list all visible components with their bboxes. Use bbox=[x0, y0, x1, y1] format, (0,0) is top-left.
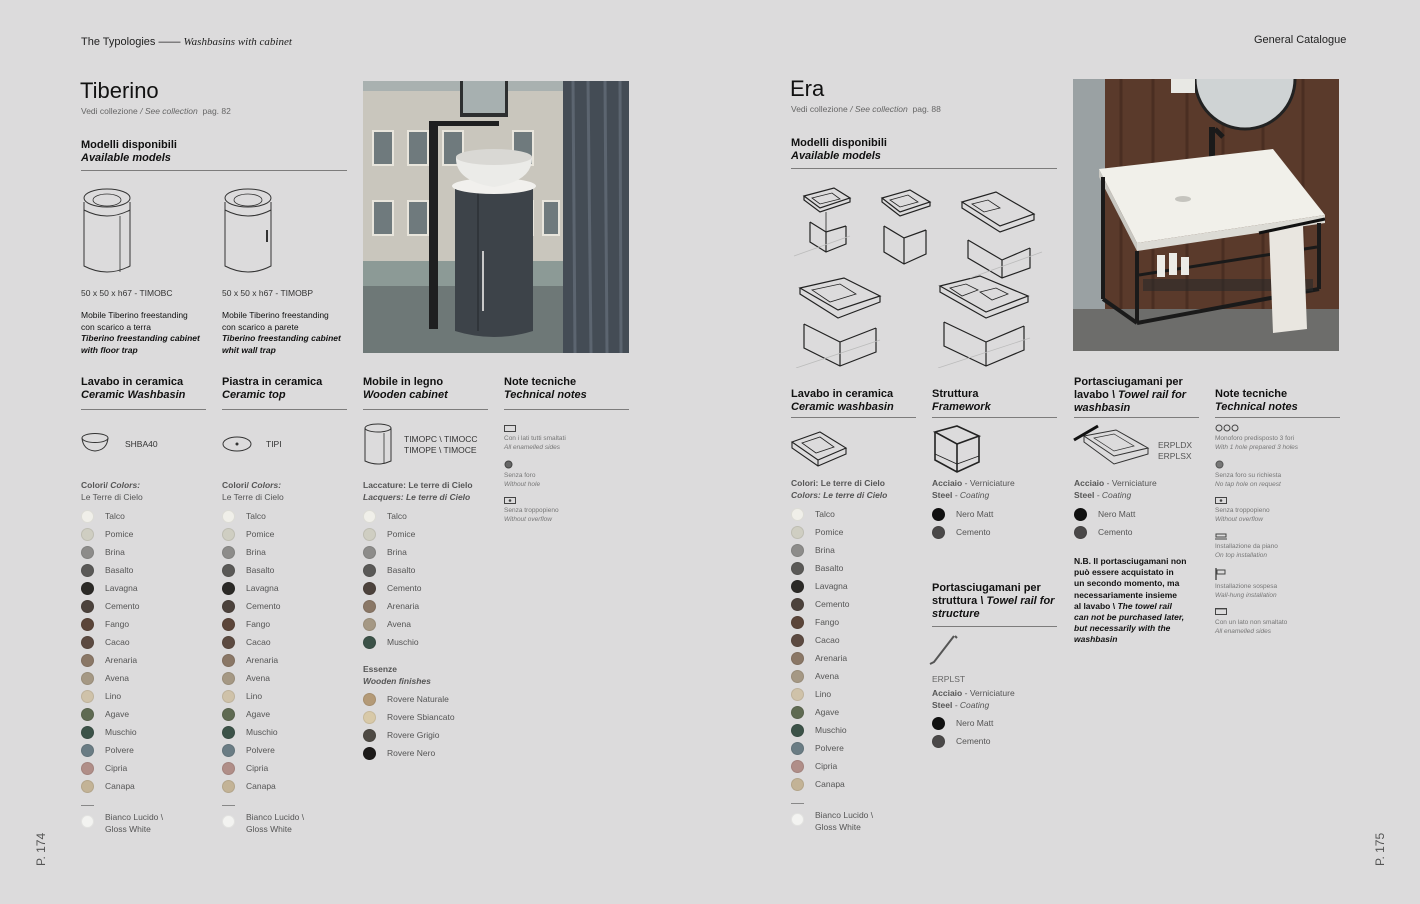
color-swatch bbox=[222, 546, 235, 559]
color-swatch bbox=[791, 778, 804, 791]
era-models-drawing bbox=[790, 182, 1056, 368]
tiberino-col1-colors-heading: Colori/ Colors: Le Terre di Cielo bbox=[81, 480, 143, 502]
tiberino-product-photo bbox=[363, 81, 629, 353]
tiberino-col1-swatches bbox=[81, 507, 140, 795]
structure-towel-rail-drawing bbox=[928, 634, 962, 670]
tiberino-models-heading: Modelli disponibili Available models bbox=[81, 139, 177, 164]
color-swatch bbox=[363, 600, 376, 613]
swatch-item bbox=[81, 723, 140, 741]
swatch-item bbox=[932, 714, 993, 732]
swatch-item bbox=[222, 597, 281, 615]
color-swatch bbox=[81, 618, 94, 631]
divider bbox=[1215, 417, 1340, 418]
wooden-cabinet-drawing bbox=[363, 423, 395, 467]
swatch-label: Brina bbox=[246, 547, 266, 557]
color-swatch bbox=[222, 672, 235, 685]
swatch-item bbox=[363, 615, 422, 633]
note-item: Senza troppopieno Without overflow bbox=[1215, 497, 1340, 524]
tiberino-col2-gloss: Bianco Lucido \ Gloss White bbox=[222, 800, 304, 835]
color-swatch bbox=[791, 634, 804, 647]
color-swatch bbox=[791, 526, 804, 539]
swatch-gloss-white bbox=[222, 815, 235, 828]
divider bbox=[932, 417, 1057, 418]
swatch-label: Talco bbox=[815, 509, 835, 519]
swatch-item bbox=[222, 741, 281, 759]
swatch-item bbox=[81, 651, 140, 669]
note-item: Con i lati tutti smaltati All enamelled sides bbox=[504, 425, 624, 452]
swatch-item bbox=[791, 541, 850, 559]
color-swatch bbox=[222, 510, 235, 523]
swatch-item bbox=[932, 505, 993, 523]
era-col1-gloss: Bianco Lucido \ Gloss White bbox=[791, 798, 873, 833]
swatch-item bbox=[791, 631, 850, 649]
swatch-label: Arenaria bbox=[815, 653, 848, 663]
swatch-item bbox=[363, 579, 422, 597]
swatch-item bbox=[222, 525, 281, 543]
swatch-label: Agave bbox=[246, 709, 271, 719]
color-swatch bbox=[363, 711, 376, 724]
swatch-gloss-white bbox=[791, 813, 804, 826]
swatch-item bbox=[222, 705, 281, 723]
swatch-label: Talco bbox=[246, 511, 266, 521]
swatch-item bbox=[81, 507, 140, 525]
tiberino-see-collection: Vedi collezione / See collection pag. 82 bbox=[81, 106, 231, 116]
swatch-label: Arenaria bbox=[387, 601, 420, 611]
running-header-right: General Catalogue bbox=[1254, 34, 1347, 46]
color-swatch bbox=[222, 780, 235, 793]
note-item: Senza foro su richiesta No tap hole on request bbox=[1215, 460, 1340, 489]
swatch-item bbox=[363, 726, 455, 744]
color-swatch bbox=[363, 510, 376, 523]
swatch-item bbox=[363, 543, 422, 561]
swatch-item bbox=[222, 759, 281, 777]
swatch-item bbox=[81, 633, 140, 651]
note-item: Monoforo predisposto 3 fori With 1 hole prepared 3 holes bbox=[1215, 424, 1340, 452]
on-top-installation-icon bbox=[1215, 532, 1227, 540]
swatch-item bbox=[791, 649, 850, 667]
swatch-label: Rovere Nero bbox=[387, 748, 436, 758]
swatch-item bbox=[363, 744, 455, 762]
color-swatch bbox=[81, 600, 94, 613]
era-col1-swatches bbox=[791, 505, 850, 793]
swatch-label: Cemento bbox=[387, 583, 422, 593]
color-swatch bbox=[222, 744, 235, 757]
era-towel-rail-note: N.B. Il portasciugamani non può essere acquistato in un secondo momento, ma necessariamente insieme al lavabo \ The towel rail can not be purchased later, but necessarily with the washbasin bbox=[1074, 556, 1187, 645]
one-side-not-enamelled-icon bbox=[1215, 608, 1227, 616]
color-swatch bbox=[81, 708, 94, 721]
swatch-label: Basalto bbox=[815, 563, 844, 573]
swatch-label: Fango bbox=[246, 619, 271, 629]
era-rail-code: ERPLST bbox=[932, 674, 966, 684]
swatch-label: Lavagna bbox=[815, 581, 848, 591]
swatch-item bbox=[791, 775, 850, 793]
color-swatch bbox=[791, 508, 804, 521]
era-models-heading: Modelli disponibili Available models bbox=[791, 137, 887, 162]
tiberino-col2-code: TIPI bbox=[266, 439, 282, 449]
swatch-label: Avena bbox=[815, 671, 839, 681]
era-product-photo bbox=[1073, 79, 1339, 351]
swatch-label: Avena bbox=[387, 619, 411, 629]
swatch-label: Cemento bbox=[956, 736, 991, 746]
color-swatch bbox=[363, 618, 376, 631]
no-overflow-icon bbox=[504, 497, 516, 504]
swatch-item bbox=[222, 651, 281, 669]
swatch-label: Canapa bbox=[246, 781, 276, 791]
divider bbox=[1074, 417, 1199, 418]
swatch-label: Nero Matt bbox=[956, 718, 994, 728]
tiberino-model-1-desc: Mobile Tiberino freestanding con scarico a terra Tiberino freestanding cabinet with floor trap bbox=[81, 310, 200, 355]
tiberino-col2-colors-heading: Colori/ Colors: Le Terre di Cielo bbox=[222, 480, 284, 502]
tiberino-model-2-code: 50 x 50 x h67 - TIMOBP bbox=[222, 288, 314, 298]
color-swatch bbox=[81, 672, 94, 685]
swatch-label: Lino bbox=[105, 691, 122, 701]
swatch-item bbox=[81, 525, 140, 543]
all-enamelled-icon bbox=[504, 425, 516, 432]
tiberino-col2-swatches bbox=[222, 507, 281, 795]
era-col3-steel-heading: Acciaio - Verniciature Steel - Coating bbox=[1074, 478, 1157, 500]
swatch-item bbox=[791, 613, 850, 631]
tiberino-col1-gloss: Bianco Lucido \ Gloss White bbox=[81, 800, 163, 835]
swatch-item bbox=[791, 757, 850, 775]
tiberino-lacquer-swatches bbox=[363, 507, 422, 651]
swatch-label: Cemento bbox=[956, 527, 991, 537]
swatch-label: Avena bbox=[105, 673, 129, 683]
era-see-collection: Vedi collezione / See collection pag. 88 bbox=[791, 104, 941, 114]
swatch-label: Canapa bbox=[815, 779, 845, 789]
swatch-item bbox=[81, 759, 140, 777]
color-swatch bbox=[791, 616, 804, 629]
swatch-label: Brina bbox=[815, 545, 835, 555]
color-swatch bbox=[363, 693, 376, 706]
swatch-item bbox=[932, 523, 993, 541]
swatch-label: Polvere bbox=[815, 743, 844, 753]
color-swatch bbox=[222, 582, 235, 595]
swatch-label: Rovere Sbiancato bbox=[387, 712, 455, 722]
divider bbox=[81, 170, 347, 171]
swatch-label: Cemento bbox=[1098, 527, 1133, 537]
washbasin-drawing bbox=[81, 432, 111, 454]
era-title: Era bbox=[790, 76, 825, 101]
color-swatch bbox=[791, 580, 804, 593]
color-swatch bbox=[81, 654, 94, 667]
swatch-gloss-white bbox=[81, 815, 94, 828]
swatch-item bbox=[791, 667, 850, 685]
color-swatch bbox=[932, 735, 945, 748]
swatch-item bbox=[222, 543, 281, 561]
swatch-label: Cacao bbox=[815, 635, 840, 645]
swatch-label: Cipria bbox=[815, 761, 838, 771]
swatch-label: Avena bbox=[246, 673, 270, 683]
swatch-label: Polvere bbox=[105, 745, 134, 755]
color-swatch bbox=[81, 780, 94, 793]
swatch-label: Muschio bbox=[815, 725, 847, 735]
swatch-label: Pomice bbox=[246, 529, 275, 539]
divider bbox=[791, 168, 1057, 169]
tiberino-col3-heading: Mobile in legno Wooden cabinet bbox=[363, 376, 448, 401]
era-rail-steel-heading: Acciaio - Verniciature Steel - Coating bbox=[932, 688, 1015, 710]
color-swatch bbox=[222, 690, 235, 703]
era-col4-heading: Note tecniche Technical notes bbox=[1215, 388, 1298, 413]
color-swatch bbox=[81, 762, 94, 775]
swatch-label: Talco bbox=[105, 511, 125, 521]
color-swatch bbox=[81, 690, 94, 703]
swatch-label: Nero Matt bbox=[1098, 509, 1136, 519]
color-swatch bbox=[363, 546, 376, 559]
wall-hung-installation-icon bbox=[1215, 568, 1227, 580]
divider bbox=[504, 409, 629, 410]
swatch-item bbox=[222, 633, 281, 651]
swatch-item bbox=[222, 723, 281, 741]
swatch-label: Pomice bbox=[105, 529, 134, 539]
color-swatch bbox=[363, 636, 376, 649]
swatch-label: Cemento bbox=[246, 601, 281, 611]
swatch-item bbox=[791, 505, 850, 523]
note-item: Senza foro Without hole bbox=[504, 460, 624, 489]
swatch-item bbox=[81, 777, 140, 795]
no-hole-icon bbox=[504, 460, 513, 469]
swatch-label: Cacao bbox=[246, 637, 271, 647]
swatch-label: Muschio bbox=[105, 727, 137, 737]
tiberino-model-1-code: 50 x 50 x h67 - TIMOBC bbox=[81, 288, 173, 298]
color-swatch bbox=[222, 600, 235, 613]
swatch-label: Cipria bbox=[246, 763, 269, 773]
color-swatch bbox=[791, 742, 804, 755]
swatch-item bbox=[81, 687, 140, 705]
divider bbox=[363, 409, 488, 410]
swatch-item bbox=[791, 703, 850, 721]
color-swatch bbox=[791, 724, 804, 737]
color-swatch bbox=[791, 670, 804, 683]
swatch-item bbox=[81, 597, 140, 615]
color-swatch bbox=[363, 528, 376, 541]
swatch-item bbox=[791, 685, 850, 703]
divider bbox=[791, 803, 804, 804]
tiberino-col1-code: SHBA40 bbox=[125, 439, 158, 449]
swatch-item bbox=[363, 597, 422, 615]
swatch-item bbox=[81, 705, 140, 723]
divider bbox=[222, 805, 235, 806]
color-swatch bbox=[81, 546, 94, 559]
tiberino-col3-codes: TIMOPC \ TIMOCC TIMOPE \ TIMOCE bbox=[404, 434, 478, 455]
swatch-item bbox=[363, 690, 455, 708]
swatch-label: Lavagna bbox=[105, 583, 138, 593]
swatch-item bbox=[81, 669, 140, 687]
color-swatch bbox=[932, 526, 945, 539]
tiberino-title: Tiberino bbox=[80, 78, 159, 103]
color-swatch bbox=[222, 708, 235, 721]
swatch-item bbox=[222, 687, 281, 705]
color-swatch bbox=[932, 508, 945, 521]
note-item: Installazione da piano On top installation bbox=[1215, 532, 1340, 560]
era-col1-colors-heading: Colori: Le terre di Cielo Colors: Le terre di Cielo bbox=[791, 478, 888, 500]
color-swatch bbox=[81, 564, 94, 577]
era-col1-heading: Lavabo in ceramica Ceramic washbasin bbox=[791, 388, 894, 413]
color-swatch bbox=[1074, 508, 1087, 521]
swatch-label: Talco bbox=[387, 511, 407, 521]
tiberino-lacquers-heading: Laccature: Le terre di Cielo Lacquers: Le terre di Cielo bbox=[363, 480, 473, 502]
swatch-label: Brina bbox=[387, 547, 407, 557]
color-swatch bbox=[791, 544, 804, 557]
era-steel-heading: Acciaio - Verniciature Steel - Coating bbox=[932, 478, 1015, 500]
swatch-item bbox=[81, 741, 140, 759]
color-swatch bbox=[363, 564, 376, 577]
swatch-item bbox=[932, 732, 993, 750]
tiberino-technical-notes bbox=[504, 425, 624, 532]
swatch-label: Lavagna bbox=[246, 583, 279, 593]
swatch-label: Rovere Grigio bbox=[387, 730, 440, 740]
era-technical-notes bbox=[1215, 424, 1340, 644]
swatch-item bbox=[791, 739, 850, 757]
swatch-label: Basalto bbox=[387, 565, 416, 575]
swatch-label: Fango bbox=[815, 617, 840, 627]
color-swatch bbox=[81, 528, 94, 541]
swatch-item bbox=[1074, 505, 1135, 523]
era-col3-codes: ERPLDX ERPLSX bbox=[1158, 440, 1193, 461]
swatch-label: Agave bbox=[105, 709, 130, 719]
no-hole-icon bbox=[1215, 460, 1224, 469]
color-swatch bbox=[363, 582, 376, 595]
tiberino-col4-heading: Note tecniche Technical notes bbox=[504, 376, 587, 401]
era-col2-heading: Struttura Framework bbox=[932, 388, 991, 413]
swatch-item bbox=[363, 525, 422, 543]
swatch-label: Cemento bbox=[815, 599, 850, 609]
era-framework-drawing bbox=[931, 424, 983, 474]
swatch-item bbox=[363, 708, 455, 726]
color-swatch bbox=[81, 636, 94, 649]
swatch-label: Arenaria bbox=[105, 655, 138, 665]
ceramic-top-drawing bbox=[222, 435, 254, 453]
swatch-label: Muschio bbox=[387, 637, 419, 647]
swatch-label: Lino bbox=[246, 691, 263, 701]
color-swatch bbox=[222, 618, 235, 631]
tiberino-col1-heading: Lavabo in ceramica Ceramic Washbasin bbox=[81, 376, 186, 401]
swatch-label: Brina bbox=[105, 547, 125, 557]
swatch-item bbox=[222, 669, 281, 687]
note-item: Installazione sospesa Wall-hung installation bbox=[1215, 568, 1340, 600]
color-swatch bbox=[222, 636, 235, 649]
divider bbox=[932, 626, 1057, 627]
note-item: Senza troppopieno Without overflow bbox=[504, 497, 624, 524]
swatch-item bbox=[791, 595, 850, 613]
color-swatch bbox=[791, 760, 804, 773]
swatch-label: Polvere bbox=[246, 745, 275, 755]
swatch-item bbox=[363, 561, 422, 579]
color-swatch bbox=[81, 744, 94, 757]
swatch-item bbox=[222, 615, 281, 633]
tiberino-model-2-drawing bbox=[221, 186, 279, 278]
era-col3-steel-swatches bbox=[1074, 505, 1135, 541]
swatch-label: Agave bbox=[815, 707, 840, 717]
swatch-item bbox=[222, 777, 281, 795]
color-swatch bbox=[81, 726, 94, 739]
divider bbox=[81, 409, 206, 410]
running-header-left: The Typologies —— Washbasins with cabinet bbox=[81, 36, 292, 48]
color-swatch bbox=[222, 762, 235, 775]
divider bbox=[222, 409, 347, 410]
color-swatch bbox=[791, 598, 804, 611]
swatch-item bbox=[791, 523, 850, 541]
swatch-item bbox=[363, 633, 422, 651]
swatch-label: Cacao bbox=[105, 637, 130, 647]
color-swatch bbox=[791, 562, 804, 575]
swatch-label: Fango bbox=[105, 619, 130, 629]
swatch-label: Pomice bbox=[387, 529, 416, 539]
swatch-item bbox=[791, 721, 850, 739]
color-swatch bbox=[222, 654, 235, 667]
tiberino-model-1-drawing bbox=[80, 186, 138, 278]
swatch-item bbox=[81, 561, 140, 579]
era-structure-rail-heading: Portasciugamani per struttura \ Towel rail for structure bbox=[932, 582, 1055, 620]
era-rail-steel-swatches bbox=[932, 714, 993, 750]
color-swatch bbox=[222, 564, 235, 577]
swatch-label: Lino bbox=[815, 689, 832, 699]
swatch-item bbox=[791, 559, 850, 577]
color-swatch bbox=[1074, 526, 1087, 539]
tiberino-wood-heading: Essenze Wooden finishes bbox=[363, 664, 431, 686]
tiberino-wood-swatches bbox=[363, 690, 455, 762]
page-number-right: P. 175 bbox=[1373, 832, 1387, 866]
swatch-item bbox=[363, 507, 422, 525]
era-col2-steel-swatches bbox=[932, 505, 993, 541]
color-swatch bbox=[791, 706, 804, 719]
no-overflow-icon bbox=[1215, 497, 1227, 504]
swatch-label: Canapa bbox=[105, 781, 135, 791]
swatch-item bbox=[81, 579, 140, 597]
color-swatch bbox=[363, 729, 376, 742]
color-swatch bbox=[932, 717, 945, 730]
swatch-item bbox=[81, 543, 140, 561]
color-swatch bbox=[791, 652, 804, 665]
color-swatch bbox=[81, 582, 94, 595]
color-swatch bbox=[81, 510, 94, 523]
swatch-item bbox=[791, 577, 850, 595]
swatch-label: Arenaria bbox=[246, 655, 279, 665]
color-swatch bbox=[222, 528, 235, 541]
page-number-left: P. 174 bbox=[34, 832, 48, 866]
swatch-label: Cemento bbox=[105, 601, 140, 611]
three-holes-icon bbox=[1215, 424, 1239, 432]
swatch-item bbox=[222, 579, 281, 597]
swatch-label: Muschio bbox=[246, 727, 278, 737]
swatch-label: Nero Matt bbox=[956, 509, 994, 519]
era-washbasin-drawing bbox=[790, 428, 848, 470]
swatch-item bbox=[81, 615, 140, 633]
divider bbox=[81, 805, 94, 806]
note-item: Con un lato non smaltato All enamelled sides bbox=[1215, 608, 1340, 636]
swatch-label: Basalto bbox=[105, 565, 134, 575]
swatch-item bbox=[222, 561, 281, 579]
divider bbox=[791, 417, 916, 418]
color-swatch bbox=[222, 726, 235, 739]
era-col3-heading: Portasciugamani per lavabo \ Towel rail for washbasin bbox=[1074, 376, 1187, 414]
color-swatch bbox=[363, 747, 376, 760]
tiberino-model-2-desc: Mobile Tiberino freestanding con scarico a parete Tiberino freestanding cabinet whit wall trap bbox=[222, 310, 341, 355]
swatch-label: Cipria bbox=[105, 763, 128, 773]
swatch-item bbox=[222, 507, 281, 525]
color-swatch bbox=[791, 688, 804, 701]
swatch-item bbox=[1074, 523, 1135, 541]
swatch-label: Rovere Naturale bbox=[387, 694, 449, 704]
tiberino-col2-heading: Piastra in ceramica Ceramic top bbox=[222, 376, 323, 401]
washbasin-towel-rail-drawing bbox=[1072, 424, 1152, 472]
swatch-label: Pomice bbox=[815, 527, 844, 537]
swatch-label: Basalto bbox=[246, 565, 275, 575]
